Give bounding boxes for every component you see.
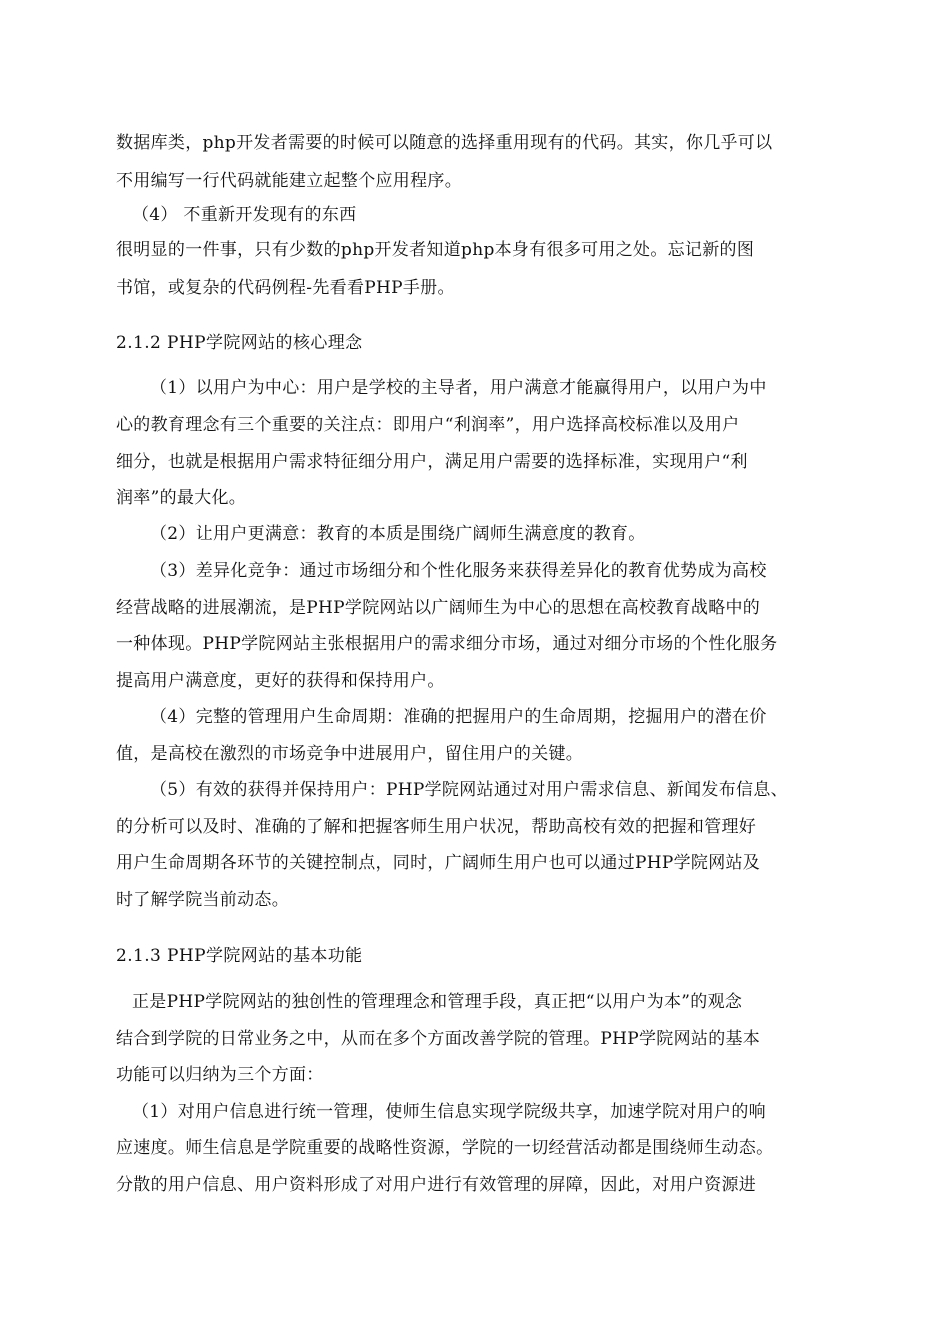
text-line: 一种体现。PHP学院网站主张根据用户的需求细分市场，通过对细分市场的个性化服务 [116, 634, 778, 654]
text-line: （1）对用户信息进行统一管理，使师生信息实现学院级共享，加速学院对用户的响 [132, 1102, 766, 1122]
text-line: 细分，也就是根据用户需求特征细分用户，满足用户需要的选择标准，实现用户“利 [116, 452, 748, 472]
text-line: 不用编写一行代码就能建立起整个应用程序。 [116, 171, 462, 191]
text-line: 的分析可以及时、准确的了解和把握客师生用户状况，帮助高校有效的把握和管理好 [116, 817, 757, 837]
text-line: 心的教育理念有三个重要的关注点：即用户“利润率”，用户选择高校标准以及用户 [116, 415, 740, 435]
text-line: 值，是高校在激烈的市场竞争中进展用户，留住用户的关键。 [116, 744, 584, 764]
text-line: 功能可以归纳为三个方面： [116, 1065, 324, 1085]
text-line: 润率”的最大化。 [116, 488, 247, 508]
text-line: 正是PHP学院网站的独创性的管理理念和管理手段，真正把“以用户为本”的观念 [132, 992, 743, 1012]
section-heading: 2.1.3 PHP学院网站的基本功能 [116, 946, 363, 966]
text-line: （1）以用户为中心：用户是学校的主导者，用户满意才能赢得用户，以用户为中 [150, 378, 767, 398]
text-line: （5）有效的获得并保持用户：PHP学院网站通过对用户需求信息、新闻发布信息、 [150, 780, 788, 800]
section-heading: 2.1.2 PHP学院网站的核心理念 [116, 333, 363, 353]
list-item: （4） 不重新开发现有的东西 [132, 205, 357, 225]
text-line: 应速度。师生信息是学院重要的战略性资源，学院的一切经营活动都是围绕师生动态。 [116, 1138, 774, 1158]
text-line: 时了解学院当前动态。 [116, 890, 289, 910]
text-line: 结合到学院的日常业务之中，从而在多个方面改善学院的管理。PHP学院网站的基本 [116, 1029, 761, 1049]
text-line: 分散的用户信息、用户资料形成了对用户进行有效管理的屏障，因此，对用户资源进 [116, 1175, 757, 1195]
text-line: 经营战略的进展潮流，是PHP学院网站以广阔师生为中心的思想在高校教育战略中的 [116, 598, 761, 618]
text-line: （3）差异化竞争：通过市场细分和个性化服务来获得差异化的教育优势成为高校 [150, 561, 767, 581]
text-line: 很明显的一件事，只有少数的php开发者知道php本身有很多可用之处。忘记新的图 [116, 240, 755, 260]
text-line: 书馆，或复杂的代码例程-先看看PHP手册。 [116, 278, 455, 298]
text-line: （2）让用户更满意：教育的本质是围绕广阔师生满意度的教育。 [150, 524, 646, 544]
text-line: 数据库类，php开发者需要的时候可以随意的选择重用现有的代码。其实，你几乎可以 [116, 133, 773, 153]
text-line: （4）完整的管理用户生命周期：准确的把握用户的生命周期，挖掘用户的潜在价 [150, 707, 767, 727]
text-line: 用户生命周期各环节的关键控制点，同时，广阔师生用户也可以通过PHP学院网站及 [116, 853, 761, 873]
text-line: 提高用户满意度，更好的获得和保持用户。 [116, 671, 445, 691]
